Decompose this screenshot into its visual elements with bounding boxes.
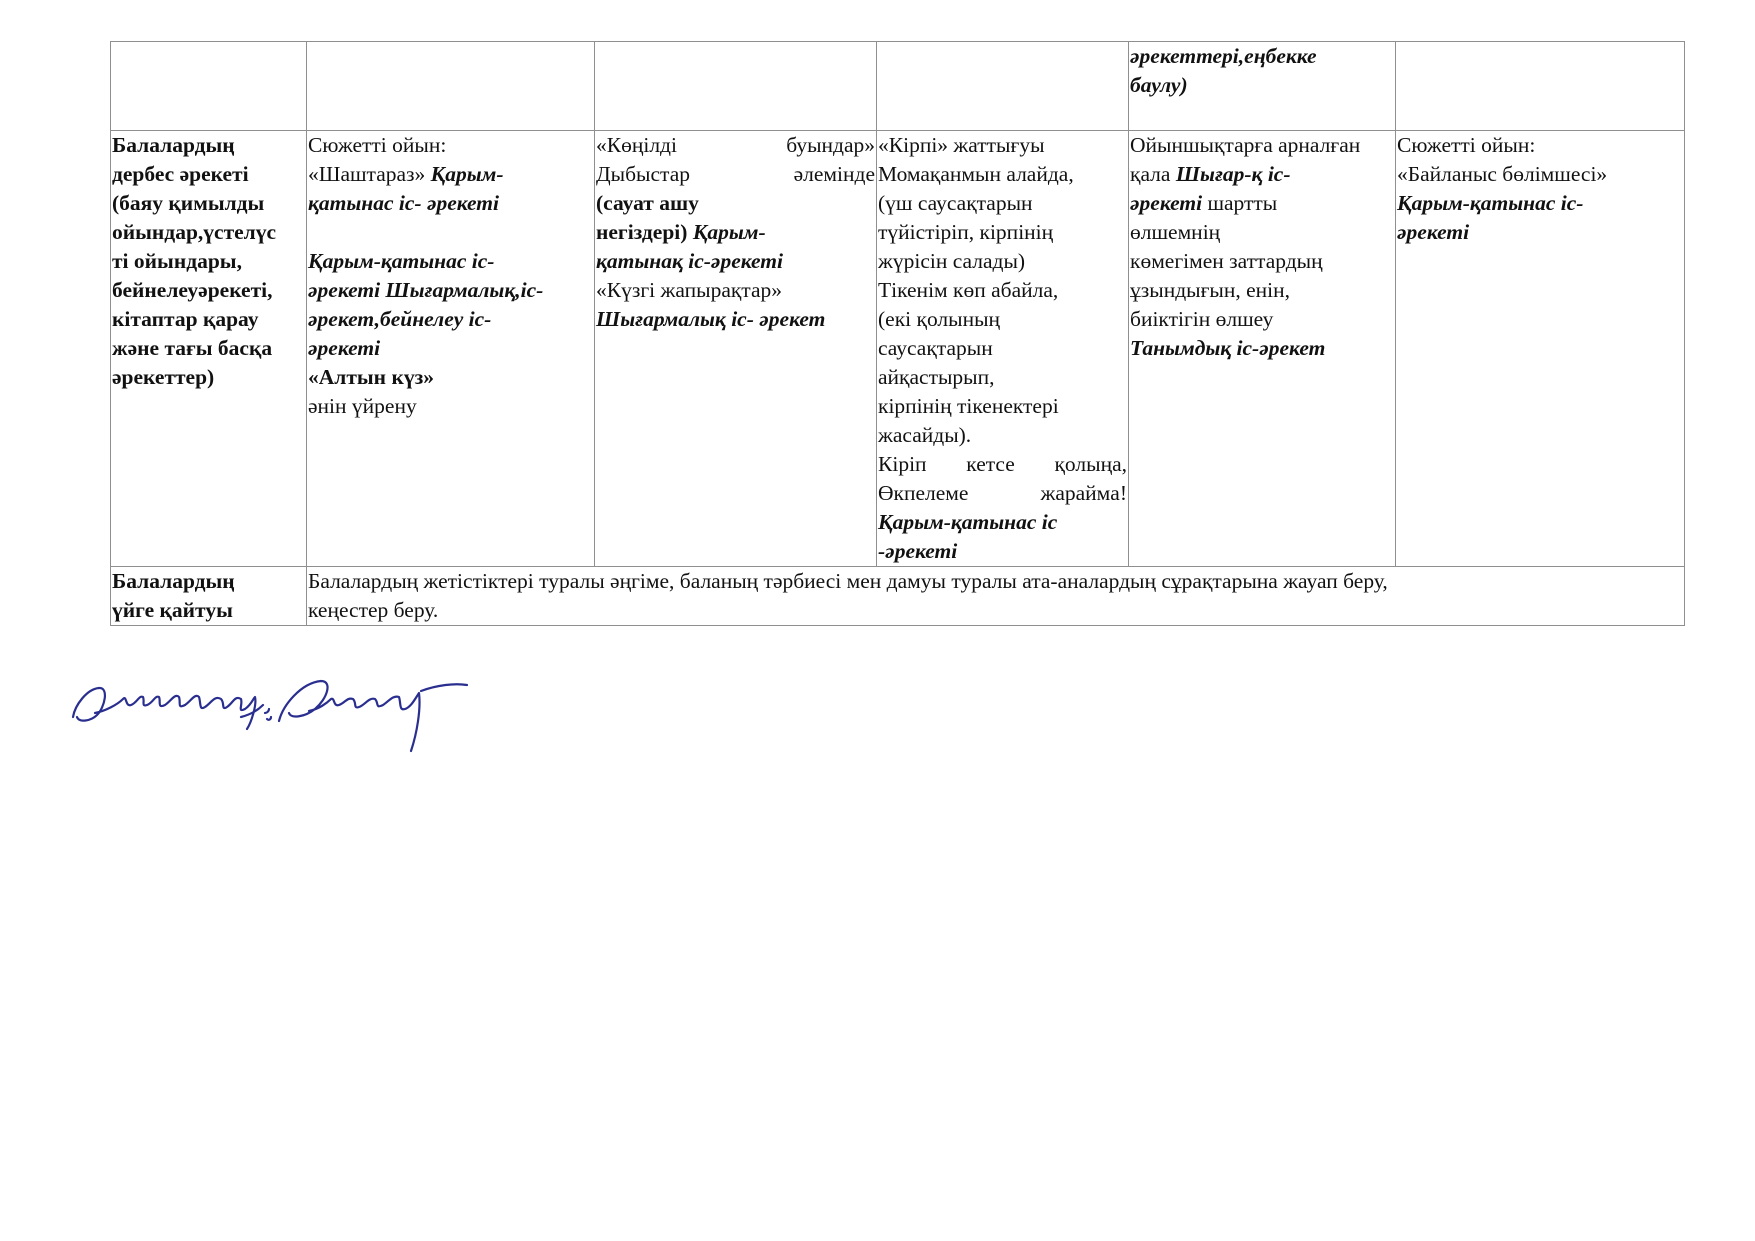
cell-text: Тікенім көп абайла, <box>878 278 1059 302</box>
cell-text: Ойыншықтарға арналған <box>1130 133 1361 157</box>
spacer <box>308 218 593 247</box>
cell-text: «Көңілді буындар» <box>596 133 875 157</box>
heading-line: дербес әрекеті <box>112 162 249 186</box>
table-cell <box>1129 42 1396 131</box>
cell-text: -әрекеті <box>878 539 958 563</box>
cell-text: Дыбыстар әлемінде <box>596 162 875 186</box>
cell-text: айқастырып, <box>878 365 995 389</box>
cell-friday <box>1396 131 1685 567</box>
cell-text-part: Қарым- <box>692 220 766 244</box>
cell-text: Сюжетті ойын: <box>1397 133 1536 157</box>
table-row <box>111 42 1685 131</box>
cell-text: биіктігін өлшеу <box>1130 307 1274 331</box>
cell-text: кеңестер беру. <box>308 598 439 622</box>
row-heading-independent-activity <box>111 131 307 567</box>
cell-text: «Күзгі жапырақтар» <box>596 278 783 302</box>
cell-text: әрекеттері,еңбекке <box>1130 44 1317 68</box>
cell-text: көмегімен заттардың <box>1130 249 1323 273</box>
heading-line: кітаптар қарау <box>112 307 259 331</box>
cell-text: Қарым-қатынас іс- <box>1397 191 1584 215</box>
table-cell <box>595 42 877 131</box>
cell-text-part: негіздері) <box>596 220 693 244</box>
cell-text: саусақтарын <box>878 336 993 360</box>
cell-going-home-text <box>307 567 1685 626</box>
cell-text: қатынақ іс-әрекеті <box>596 249 783 273</box>
cell-text-part: қала <box>1130 162 1176 186</box>
cell-text: әрекеті <box>308 336 381 360</box>
cell-tuesday <box>595 131 877 567</box>
cell-text <box>596 218 875 247</box>
table-row <box>111 567 1685 626</box>
heading-line: бейнелеуәрекеті, <box>112 278 273 302</box>
cell-text: Шығармалық іс- әрекет <box>596 307 826 331</box>
cell-text: жасайды). <box>878 423 972 447</box>
cell-text: баулу) <box>1130 73 1188 97</box>
signature-label: Тексерілді: Алие <box>65 775 73 776</box>
cell-text: Қарым-қатынас іс- <box>308 249 495 273</box>
cell-text: Өкпелеме жараймa! <box>878 481 1127 505</box>
cell-text: «Байланыс бөлімшесі» <box>1397 162 1608 186</box>
table-cell <box>307 42 595 131</box>
cell-text: «Алтын күз» <box>308 365 434 389</box>
heading-line: (баяу қимылды <box>112 191 265 215</box>
cell-text-part: әрекеті <box>1130 191 1203 215</box>
cell-text-part: «Шаштараз» <box>308 162 431 186</box>
row-heading-going-home <box>111 567 307 626</box>
cell-wednesday <box>877 131 1129 567</box>
cell-text: әрекеті Шығармалық,іс- <box>308 278 544 302</box>
cell-text: Танымдық іс-әрекет <box>1130 336 1326 360</box>
cell-text: қатынас іс- әрекеті <box>308 191 499 215</box>
cell-monday <box>307 131 595 567</box>
schedule-table <box>110 41 1685 626</box>
handwritten-signature <box>65 655 515 780</box>
cell-thursday <box>1129 131 1396 567</box>
heading-line: үйге қайтуы <box>112 598 233 622</box>
table-row <box>111 131 1685 567</box>
cell-text: өлшемнің <box>1130 220 1221 244</box>
heading-line: ойындар,үстелүс <box>112 220 277 244</box>
heading-line: әрекеттер) <box>112 365 215 389</box>
cell-text: кірпінің тікенектері <box>878 394 1059 418</box>
cell-text: (екі қолының <box>878 307 1001 331</box>
cell-text: «Кірпі» жаттығуы <box>878 133 1045 157</box>
cell-text: әрекет,бейнелеу іс- <box>308 307 492 331</box>
cell-text: Момақанмын алайда, <box>878 162 1074 186</box>
table-cell <box>1396 42 1685 131</box>
cell-text: Кіріп кетсе қолыңа, <box>878 452 1127 476</box>
cell-text <box>1130 160 1394 189</box>
cell-text: түйістіріп, кірпінің <box>878 220 1054 244</box>
heading-line: Балалардың <box>112 133 235 157</box>
heading-line: ті ойындары, <box>112 249 242 273</box>
cell-text: Сюжетті ойын: <box>308 133 447 157</box>
cell-text: (сауат ашу <box>596 191 699 215</box>
table-cell <box>111 42 307 131</box>
cell-text: Қарым-қатынас іс <box>878 510 1058 534</box>
cell-text-part: шартты <box>1202 191 1278 215</box>
cell-text: жүрісін салады) <box>878 249 1026 273</box>
cell-text: ұзындығын, енін, <box>1130 278 1291 302</box>
cell-text <box>1130 189 1394 218</box>
cell-text: әрекеті <box>1397 220 1470 244</box>
cell-text: әнін үйрену <box>308 394 417 418</box>
table-cell <box>877 42 1129 131</box>
cell-text <box>308 160 593 189</box>
heading-line: Балалардың <box>112 569 235 593</box>
cell-text: (үш саусақтарын <box>878 191 1033 215</box>
cell-text-part: Қарым- <box>430 162 504 186</box>
cell-text: Балалардың жетістіктері туралы әңгіме, баланың тәрбиесі мен дамуы туралы ата-аналардың сұрақтарына жауап беру, <box>308 569 1388 593</box>
cell-text-part: Шығар-қ іс- <box>1175 162 1291 186</box>
heading-line: және тағы басқа <box>112 336 273 360</box>
